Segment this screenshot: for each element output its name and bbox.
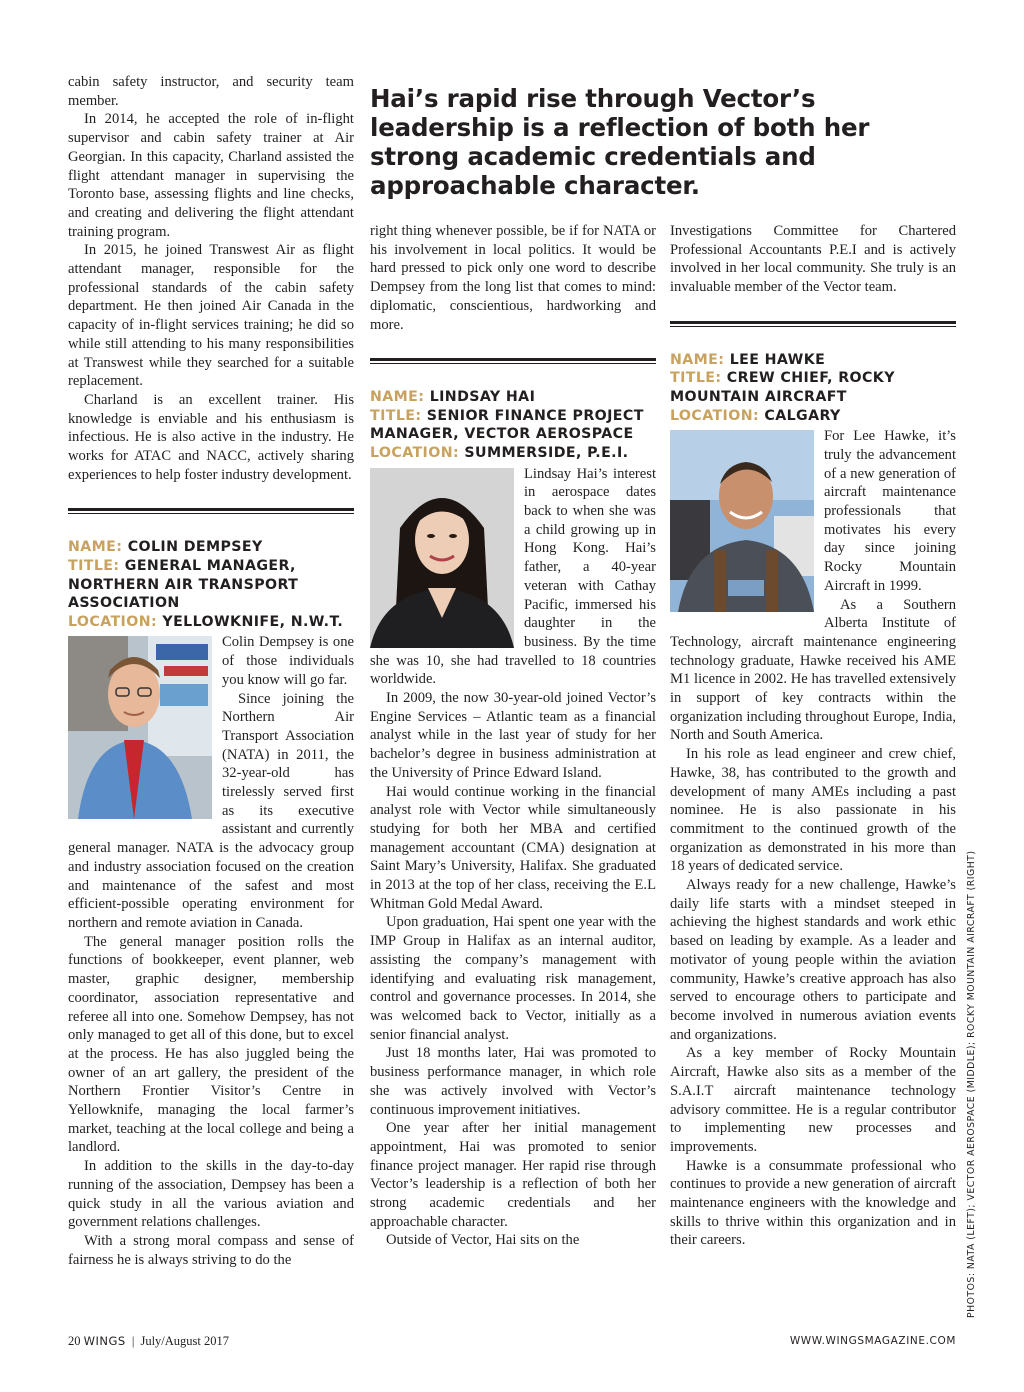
footer-url[interactable]: WWW.WINGSMAGAZINE.COM [789, 1335, 956, 1347]
dempsey-paragraph: The general manager position rolls the functions of bookkeeper, event planner, web master, graphic designer, membership coordinator, association representative and referee all into one. Somehow Dempsey, has not only managed to get all of this done, but to excel at the process. He has also juggled being the owner of an art gallery, the president of the Northern Frontier Visitor’s Centre in Yellowknife, managing the local farmer’s market, teaching at the local college and being a landlord. [68, 933, 354, 1156]
name-label: NAME: [370, 389, 425, 406]
hai-paragraph: Hai would continue working in the financial analyst role with Vector while simultaneously studying for both her MBA and certified management accountant (CMA) designation at Saint Mary’s University, Halifax. She graduated in 2013 at the top of her class, receiving the E.L Whitman Gold Medal Award. [370, 783, 656, 912]
profile-name: LINDSAY HAI [429, 389, 536, 406]
location-label: LOCATION: [370, 445, 460, 461]
hai-paragraph: One year after her initial management appointment, Hai was promoted to senior finance project manager. Her rapid rise through Vector’s leadership is a reflection of both her strong academic credentials and her approachable character. [370, 1120, 656, 1230]
hawke-paragraph: As a Southern Alberta Institute of Technology, aircraft maintenance engineering technology graduate, Hawke received his AME M1 licence in 2002. He has travelled extensively in support of key contracts within the organization including throughout Europe, India, North and South America. [670, 596, 956, 744]
section-divider [68, 508, 354, 514]
dempsey-photo [68, 636, 212, 819]
magazine-name: WINGS [83, 1334, 126, 1348]
location-label: LOCATION: [68, 613, 158, 630]
profile-name: COLIN DEMPSEY [127, 539, 263, 556]
charland-paragraph: Charland is an excellent trainer. His knowledge is enviable and his enthusiasm is infectious. He is also active in the industry. He works for ATAC and NACC, actively sharing experiences to help foster industry development. [68, 391, 354, 483]
location-label: LOCATION: [670, 407, 760, 424]
dempsey-paragraph: right thing whenever possible, be if for NATA or his involvement in local politics. It would be hard pressed to pick only one word to describe Dempsey from the long list that comes to mind: diplomatic, conscientious, hardworking and more. [370, 223, 656, 333]
photo-credit: PHOTOS: NATA (LEFT); VECTOR AEROSPACE (MIDDLE); ROCKY MOUNTAIN AIRCRAFT (RIGHT) [966, 850, 977, 1318]
hawke-paragraph: For Lee Hawke, it’s truly the advancement of a new generation of aircraft maintenance professionals that motivates his every day since joining Rocky Mountain Aircraft in 1999. [824, 428, 956, 594]
hawke-paragraph: Always ready for a new challenge, Hawke’s daily life starts with a mindset steeped in achieving the highest standards and work ethic based on leading by example. As a leader and motivator of young people within the aviation community, Hawke’s creative approach has also served to encourage others to participate and become involved in numerous aviation events and organizations. [670, 877, 956, 1043]
dempsey-paragraph: Colin Dempsey is one of those individuals you know will go far. [222, 634, 354, 688]
hawke-photo [670, 430, 814, 612]
hai-paragraph: Upon graduation, Hai spent one year with the IMP Group in Halifax as an internal auditor, assisting the company’s management with identifying and evaluating risk management, control and governance processes. In 2014, she was welcomed back to Vector, initially as a senior financial analyst. [370, 914, 656, 1043]
footer-separator: | [131, 1334, 135, 1348]
name-label: NAME: [68, 539, 123, 556]
footer-folio [68, 1334, 229, 1349]
hai-paragraph: Lindsay Hai’s interest in aerospace dates back to when she was a child growing up in Hong Kong. Hai’s father, a 40-year veteran with Cathay Pacific, immersed his daughter in the business. By the time she was 10, she had travelled to 18 countries worldwide. [370, 465, 656, 688]
profile-title: GENERAL MANAGER, NORTHERN AIR TRANSPORT ASSOCIATION [68, 558, 299, 612]
hai-photo [370, 468, 514, 648]
dempsey-paragraph: In addition to the skills in the day-to-day running of the association, Dempsey has been a quick study in all the various aviation and government relations challenges. [68, 1158, 354, 1231]
profile-location: YELLOWKNIFE, N.W.T. [162, 613, 344, 630]
hawke-paragraph: In his role as lead engineer and crew chief, Hawke, 38, has contributed to the growth and development of many AMEs including a past nominee. He is also passionate in his commitment to the continued growth of the organization as demonstrated in his more than 18 years of dedicated service. [670, 746, 956, 875]
title-label: TITLE: [68, 558, 120, 575]
issue-date: July/August 2017 [140, 1334, 230, 1348]
profile-location: CALGARY [764, 407, 841, 424]
hai-profile-header [370, 388, 656, 462]
profile-location: SUMMERSIDE, P.E.I. [464, 445, 629, 461]
pull-quote: Hai’s rapid rise through Vector’s leadership is a reflection of both her strong academic credentials and approachable character. [370, 84, 870, 200]
charland-paragraph: cabin safety instructor, and security team member. [68, 74, 354, 109]
section-divider [370, 358, 656, 364]
charland-paragraph: In 2014, he accepted the role of in-flight supervisor and cabin safety trainer at Air Georgian. In this capacity, Charland assisted the flight attendant manager in supervising the Toronto base, assessing flights and line checks, and creating and delivering the flight attendant training program. [68, 111, 354, 240]
name-label: NAME: [670, 351, 725, 368]
hawke-paragraph: As a key member of Rocky Mountain Aircraft, Hawke also sits as a member of the S.A.I.T aircraft maintenance technology advisory committee. He is a regular contributor to implementing new processes and improvements. [670, 1045, 956, 1155]
hawke-profile-header [670, 351, 956, 425]
title-label: TITLE: [370, 407, 422, 424]
column-right [670, 222, 956, 1328]
profile-name: LEE HAWKE [729, 351, 826, 368]
hai-paragraph: Outside of Vector, Hai sits on the [386, 1232, 580, 1249]
profile-title: SENIOR FINANCE PROJECT MANAGER, VECTOR AEROSPACE [370, 407, 644, 443]
column-middle [370, 222, 656, 1328]
hai-paragraph: In 2009, the now 30-year-old joined Vector’s Engine Services – Atlantic team as a financial analyst while in the last year of study for her bachelor’s degree in business administration at the University of Prince Edward Island. [370, 690, 656, 781]
dempsey-profile-header [68, 538, 354, 631]
section-divider [670, 321, 956, 327]
hai-paragraph: Just 18 months later, Hai was promoted to business performance manager, in which role she was actively involved with Vector’s continuous improvement initiatives. [370, 1045, 656, 1118]
charland-paragraph: In 2015, he joined Transwest Air as flight attendant manager, responsible for the professional standards of the cabin safety department. He then joined Air Canada in the capacity of in-flight services training; he did so while still attending to his many responsibilities at Transwest while they searched for a suitable replacement. [68, 242, 354, 390]
page-number: 20 [68, 1334, 81, 1348]
title-label: TITLE: [670, 370, 722, 387]
dempsey-paragraph: With a strong moral compass and sense of fairness he is always striving to do the [68, 1232, 354, 1268]
column-left [68, 73, 354, 1328]
profile-title: CREW CHIEF, ROCKY MOUNTAIN AIRCRAFT [670, 370, 895, 405]
dempsey-paragraph: Since joining the Northern Air Transport Association (NATA) in 2011, the 32-year-old has tirelessly served first as its executive assistant and currently general manager. NATA is the advocacy group and industry association focused on the creation and maintenance of the safest and most efficient-possible operating environment for northern and remote aviation in Canada. [68, 690, 354, 931]
hawke-paragraph: Hawke is a consummate professional who continues to provide a new generation of aircraft maintenance engineers with the knowledge and skills to thrive within this organization and in their careers. [670, 1157, 956, 1249]
hai-paragraph: Investigations Committee for Chartered Professional Accountants P.E.I and is actively involved in her local community. She truly is an invaluable member of the Vector team. [670, 223, 956, 296]
